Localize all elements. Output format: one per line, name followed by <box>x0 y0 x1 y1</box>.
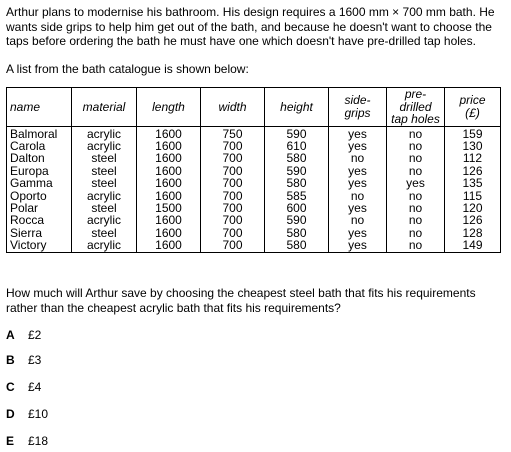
header-side-grips <box>329 88 387 127</box>
cell-predrilled: no <box>387 190 445 202</box>
cell-length: 1600 <box>137 214 201 226</box>
header-predrilled-line3: tap holes <box>391 112 440 126</box>
cell-length: 1600 <box>137 177 201 189</box>
cell-name: Polar <box>7 202 72 214</box>
header-price-line2: (£) <box>465 105 480 120</box>
header-width: width <box>201 88 265 127</box>
answer-option-a[interactable] <box>6 328 41 342</box>
bath-catalogue-table <box>6 87 501 253</box>
cell-length: 1600 <box>137 152 201 164</box>
table-row <box>7 177 501 189</box>
cell-width: 700 <box>201 239 265 252</box>
header-height: height <box>265 88 329 127</box>
table-body <box>7 126 501 252</box>
cell-name: Sierra <box>7 227 72 239</box>
cell-width: 750 <box>201 126 265 140</box>
cell-height: 590 <box>265 165 329 177</box>
cell-side-grips: yes <box>329 140 387 152</box>
header-price-line1: price <box>459 93 486 108</box>
table-row <box>7 165 501 177</box>
header-material: material <box>72 88 137 127</box>
cell-price: 120 <box>445 202 501 214</box>
cell-material: acrylic <box>72 214 137 226</box>
question-text: How much will Arthur save by choosing the cheapest steel bath that fits his requirements rather than the cheapest acrylic bath that fits his requirements? <box>6 286 476 315</box>
cell-height: 585 <box>265 190 329 202</box>
cell-name: Rocca <box>7 214 72 226</box>
option-text: £4 <box>28 380 42 394</box>
option-text: £18 <box>28 434 49 448</box>
cell-length: 1600 <box>137 140 201 152</box>
header-predrilled-line2: drilled <box>399 99 432 114</box>
cell-predrilled: no <box>387 214 445 226</box>
cell-predrilled: no <box>387 126 445 140</box>
cell-side-grips: no <box>329 190 387 202</box>
cell-name: Victory <box>7 239 72 252</box>
cell-name: Carola <box>7 140 72 152</box>
cell-height: 590 <box>265 214 329 226</box>
answer-option-e[interactable] <box>6 434 48 448</box>
cell-side-grips: yes <box>329 202 387 214</box>
table-caption: A list from the bath catalogue is shown below: <box>6 62 249 76</box>
cell-height: 580 <box>265 239 329 252</box>
cell-width: 700 <box>201 152 265 164</box>
cell-width: 700 <box>201 165 265 177</box>
cell-predrilled: no <box>387 165 445 177</box>
table-row <box>7 126 501 140</box>
cell-width: 700 <box>201 214 265 226</box>
cell-height: 600 <box>265 202 329 214</box>
cell-price: 126 <box>445 165 501 177</box>
cell-width: 700 <box>201 190 265 202</box>
cell-material: steel <box>72 202 137 214</box>
cell-price: 159 <box>445 126 501 140</box>
option-letter: C <box>6 380 15 394</box>
cell-price: 112 <box>445 152 501 164</box>
cell-length: 1500 <box>137 202 201 214</box>
cell-side-grips: yes <box>329 126 387 140</box>
option-letter: E <box>6 434 15 448</box>
cell-height: 590 <box>265 126 329 140</box>
cell-length: 1600 <box>137 126 201 140</box>
cell-name: Balmoral <box>7 126 72 140</box>
cell-height: 580 <box>265 177 329 189</box>
cell-length: 1600 <box>137 227 201 239</box>
cell-material: acrylic <box>72 140 137 152</box>
option-letter: B <box>6 353 15 367</box>
cell-side-grips: no <box>329 214 387 226</box>
table-row <box>7 140 501 152</box>
cell-material: acrylic <box>72 126 137 140</box>
cell-width: 700 <box>201 227 265 239</box>
cell-length: 1600 <box>137 190 201 202</box>
option-text: £3 <box>28 353 42 367</box>
cell-price: 115 <box>445 190 501 202</box>
cell-name: Gamma <box>7 177 72 189</box>
header-side-grips-line2: grips <box>344 105 371 120</box>
cell-material: acrylic <box>72 239 137 252</box>
cell-price: 130 <box>445 140 501 152</box>
table-row <box>7 239 501 252</box>
cell-side-grips: yes <box>329 227 387 239</box>
header-length: length <box>137 88 201 127</box>
cell-side-grips: yes <box>329 165 387 177</box>
option-letter: D <box>6 407 15 421</box>
cell-width: 700 <box>201 140 265 152</box>
table-row <box>7 227 501 239</box>
cell-name: Dalton <box>7 152 72 164</box>
header-price <box>445 88 501 127</box>
cell-material: steel <box>72 227 137 239</box>
table-row <box>7 202 501 214</box>
cell-height: 580 <box>265 227 329 239</box>
table-header-row <box>7 88 501 127</box>
cell-material: steel <box>72 177 137 189</box>
answer-option-d[interactable] <box>6 407 48 421</box>
table-row <box>7 214 501 226</box>
cell-price: 126 <box>445 214 501 226</box>
cell-side-grips: no <box>329 152 387 164</box>
cell-height: 580 <box>265 152 329 164</box>
option-letter: A <box>6 328 15 342</box>
cell-predrilled: no <box>387 202 445 214</box>
cell-price: 128 <box>445 227 501 239</box>
cell-side-grips: yes <box>329 177 387 189</box>
cell-width: 700 <box>201 202 265 214</box>
cell-side-grips: yes <box>329 239 387 252</box>
cell-material: steel <box>72 165 137 177</box>
header-side-grips-line1: side- <box>344 93 371 108</box>
cell-name: Oporto <box>7 190 72 202</box>
option-text: £2 <box>28 328 42 342</box>
cell-material: acrylic <box>72 190 137 202</box>
cell-height: 610 <box>265 140 329 152</box>
cell-predrilled: no <box>387 140 445 152</box>
cell-length: 1600 <box>137 165 201 177</box>
header-name: name <box>7 88 72 127</box>
cell-predrilled: no <box>387 239 445 252</box>
option-text: £10 <box>28 407 49 421</box>
cell-predrilled: yes <box>387 177 445 189</box>
cell-predrilled: no <box>387 152 445 164</box>
cell-material: steel <box>72 152 137 164</box>
cell-price: 149 <box>445 239 501 252</box>
table-row <box>7 152 501 164</box>
table-row <box>7 190 501 202</box>
cell-predrilled: no <box>387 227 445 239</box>
cell-price: 135 <box>445 177 501 189</box>
header-predrilled-line1: pre- <box>404 87 427 101</box>
header-predrilled <box>387 88 445 127</box>
answer-option-c[interactable] <box>6 380 41 394</box>
cell-name: Europa <box>7 165 72 177</box>
intro-paragraph: Arthur plans to modernise his bathroom. His design requires a 1600 mm × 700 mm bath. He wants side grips to help him get out of the bath, and because he doesn't want to choose the taps before ordering the bath he must have one which doesn't have pre-drilled tap holes. <box>6 5 495 48</box>
answer-option-b[interactable] <box>6 353 41 367</box>
cell-width: 700 <box>201 177 265 189</box>
cell-length: 1600 <box>137 239 201 252</box>
